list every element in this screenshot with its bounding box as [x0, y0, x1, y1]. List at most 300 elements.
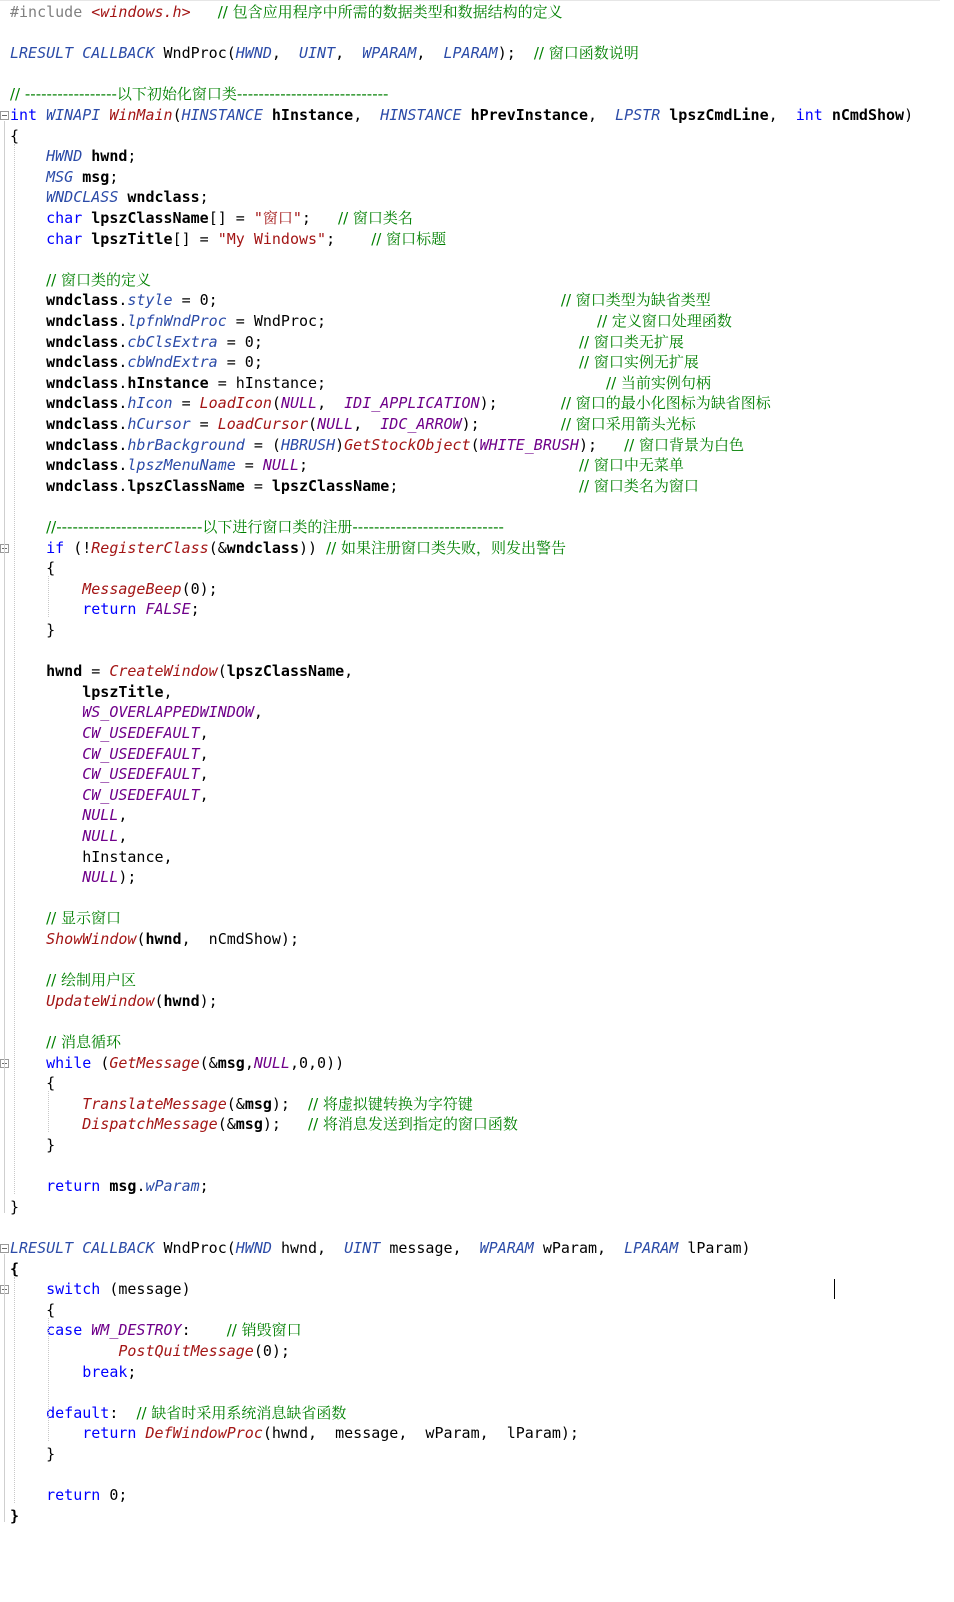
- token-plain: [10, 374, 46, 392]
- token-plain: (0);: [253, 1342, 290, 1360]
- token-mac: FALSE: [145, 600, 191, 619]
- code-line[interactable]: [10, 702, 263, 722]
- code-line[interactable]: [10, 270, 151, 290]
- token-plain: [10, 1424, 82, 1442]
- token-plain: ,: [244, 1053, 254, 1072]
- token-plain: = 0;: [217, 332, 579, 351]
- fold-toggle-icon[interactable]: [0, 111, 9, 120]
- token-mac: CW_USEDEFAULT: [82, 785, 200, 804]
- token-plain: lParam): [687, 1239, 751, 1257]
- token-ty: LPARAM: [443, 44, 498, 63]
- token-plain: [10, 1177, 46, 1195]
- token-id: }: [10, 1506, 20, 1525]
- token-plain: [10, 930, 46, 948]
- outline-bar: [4, 121, 5, 1213]
- token-plain: 0;: [109, 1486, 128, 1505]
- token-plain: [10, 1115, 82, 1133]
- token-kw: char: [46, 209, 92, 227]
- code-line[interactable]: [10, 126, 19, 146]
- token-plain: [10, 765, 82, 783]
- token-plain: .: [118, 312, 128, 330]
- token-id: hPrevInstance: [470, 106, 588, 124]
- token-plain: [10, 971, 46, 989]
- token-id: lpszClassName: [271, 476, 390, 495]
- token-plain: }: [10, 1445, 56, 1463]
- fold-toggle-icon[interactable]: [0, 1244, 9, 1253]
- code-line[interactable]: [10, 1053, 344, 1073]
- token-plain: [] =: [208, 209, 254, 227]
- token-mac: NULL: [82, 868, 119, 887]
- code-line[interactable]: [10, 290, 711, 310]
- token-id: {: [10, 1259, 20, 1278]
- token-plain: [10, 436, 46, 454]
- indent-guide: [14, 1277, 15, 1504]
- code-line[interactable]: [10, 929, 299, 949]
- token-plain: , nCmdShow);: [181, 930, 299, 948]
- code-line[interactable]: [10, 1073, 55, 1093]
- code-line[interactable]: [10, 455, 684, 475]
- token-plain: .: [118, 332, 128, 351]
- token-plain: (: [136, 930, 146, 948]
- token-id: lpszClassName: [91, 209, 209, 227]
- token-id: wndclass: [46, 476, 119, 495]
- code-line[interactable]: [10, 167, 118, 187]
- token-cm: // 窗口类的定义: [46, 270, 152, 289]
- token-fn: UpdateWindow: [46, 991, 155, 1010]
- code-line[interactable]: [10, 373, 711, 393]
- token-plain: =: [190, 415, 218, 433]
- token-plain: [10, 1486, 46, 1504]
- token-plain: [10, 230, 46, 248]
- token-cm: // 窗口标题: [371, 229, 447, 248]
- token-plain: [10, 827, 82, 845]
- token-plain: = 0;: [172, 291, 561, 310]
- token-plain: [10, 1095, 82, 1113]
- token-id: hwnd: [91, 147, 128, 166]
- token-id: lpszClassName: [226, 662, 345, 681]
- code-line[interactable]: [10, 1362, 136, 1382]
- token-plain: (&: [208, 538, 227, 557]
- token-plain: .: [118, 394, 128, 413]
- token-ty: WNDCLASS: [46, 188, 128, 207]
- token-plain: [10, 992, 46, 1010]
- token-plain: {: [10, 1074, 56, 1093]
- code-line[interactable]: [10, 826, 127, 846]
- token-plain: ,: [118, 827, 128, 845]
- code-line[interactable]: [10, 1197, 19, 1217]
- token-plain: }: [10, 1136, 56, 1154]
- code-line[interactable]: [10, 1423, 579, 1443]
- token-id: lpszTitle: [82, 682, 164, 701]
- token-plain: [10, 806, 82, 824]
- editor-top-border: [0, 0, 940, 1]
- token-plain: ;: [299, 456, 579, 475]
- code-line[interactable]: [10, 2, 563, 22]
- token-mac: NULL: [317, 415, 354, 433]
- token-plain: :: [181, 1321, 227, 1340]
- code-line[interactable]: [10, 105, 913, 125]
- token-plain: {: [10, 1300, 56, 1319]
- code-line[interactable]: [10, 1238, 751, 1258]
- code-line[interactable]: [10, 908, 121, 928]
- token-mem: wParam: [145, 1177, 200, 1196]
- token-kw: int: [10, 106, 47, 124]
- token-cm: // 窗口类型为缺省类型: [560, 291, 711, 310]
- token-plain: [10, 333, 46, 351]
- token-kw: case: [46, 1321, 92, 1340]
- token-plain: ;: [326, 229, 372, 248]
- token-plain: (hwnd, message, wParam, lParam);: [262, 1424, 579, 1443]
- code-line[interactable]: [10, 1341, 290, 1361]
- token-kw: while: [46, 1053, 101, 1072]
- token-fn: LoadIcon: [199, 394, 272, 413]
- token-cm: // 窗口类名: [338, 209, 413, 227]
- token-ty: LPARAM: [624, 1239, 688, 1257]
- code-line[interactable]: [10, 229, 446, 249]
- token-plain: .: [118, 456, 128, 475]
- token-cm: //---------------------------以下进行窗口类的注册----------------------------: [46, 518, 504, 536]
- code-line[interactable]: [10, 661, 353, 681]
- token-ty: LRESULT CALLBACK: [10, 1239, 164, 1257]
- code-line[interactable]: [10, 867, 136, 887]
- token-mac: CW_USEDEFAULT: [82, 765, 200, 784]
- token-cm: // 窗口类名为窗口: [578, 476, 699, 495]
- token-ty: UINT: [299, 44, 336, 63]
- code-line[interactable]: [10, 682, 173, 702]
- token-pp: #include: [10, 3, 92, 21]
- token-ty: UINT: [344, 1239, 390, 1257]
- token-plain: .: [118, 373, 128, 392]
- token-plain: [10, 168, 46, 186]
- token-kw: char: [46, 229, 92, 248]
- token-plain: WndProc(: [163, 44, 236, 63]
- code-line[interactable]: [10, 620, 55, 640]
- token-plain: ,: [353, 415, 381, 433]
- token-plain: [10, 600, 82, 618]
- token-ty: HBRUSH: [280, 435, 336, 454]
- token-plain: (: [100, 1053, 110, 1072]
- token-plain: message,: [389, 1239, 480, 1257]
- token-plain: (: [154, 991, 164, 1010]
- text-caret: [834, 1279, 835, 1299]
- code-line[interactable]: [10, 744, 209, 764]
- token-plain: [10, 271, 46, 289]
- token-plain: (&: [217, 1115, 236, 1134]
- code-line[interactable]: [10, 517, 504, 537]
- token-plain: [10, 745, 82, 763]
- token-cm: // 窗口实例无扩展: [578, 353, 699, 372]
- token-plain: [10, 662, 46, 680]
- token-plain: ,: [344, 662, 354, 681]
- token-plain: [10, 147, 46, 165]
- token-cm: // 将虚拟键转换为字符键: [308, 1094, 473, 1113]
- token-plain: ,: [199, 785, 209, 804]
- code-line[interactable]: [10, 352, 699, 372]
- code-line[interactable]: [10, 393, 771, 413]
- token-plain: ): [904, 106, 914, 124]
- token-id: wndclass: [46, 415, 119, 433]
- token-plain: );: [578, 435, 625, 454]
- token-mac: CW_USEDEFAULT: [82, 744, 200, 763]
- token-plain: (: [308, 415, 318, 433]
- token-mem: hIcon: [127, 394, 173, 413]
- code-line[interactable]: [10, 208, 413, 228]
- token-plain: ,: [335, 44, 363, 63]
- code-line[interactable]: [10, 558, 55, 578]
- token-fn: RegisterClass: [91, 538, 209, 557]
- token-kw: break: [82, 1362, 128, 1381]
- token-id: wndclass: [127, 188, 200, 207]
- token-id: wndclass: [46, 456, 119, 475]
- token-plain: [10, 724, 82, 742]
- token-plain: ): [335, 435, 345, 454]
- token-plain: ,: [353, 106, 381, 124]
- token-mac: NULL: [82, 806, 119, 825]
- token-ty: LPSTR: [615, 106, 670, 124]
- code-line[interactable]: [10, 1279, 191, 1299]
- code-line[interactable]: [10, 1444, 55, 1464]
- code-line[interactable]: [10, 1094, 473, 1114]
- token-plain: )): [299, 538, 327, 557]
- token-kw: default: [46, 1403, 110, 1422]
- code-line[interactable]: [10, 146, 136, 166]
- token-id: msg: [82, 167, 110, 186]
- token-plain: ,: [588, 106, 616, 124]
- code-line[interactable]: [10, 476, 699, 496]
- code-line[interactable]: [10, 1114, 518, 1134]
- code-line[interactable]: [10, 332, 684, 352]
- token-mem: cbClsExtra: [127, 332, 218, 351]
- token-plain: [10, 312, 46, 330]
- token-plain: [10, 539, 46, 557]
- token-cm: // 将消息发送到指定的窗口函数: [308, 1115, 518, 1134]
- token-plain: WndProc(: [163, 1239, 236, 1257]
- token-mac: IDI_APPLICATION: [344, 394, 480, 413]
- token-plain: [10, 209, 46, 227]
- token-plain: hwnd,: [280, 1239, 345, 1257]
- code-line[interactable]: [10, 785, 209, 805]
- indent-guide: [48, 1091, 49, 1132]
- token-plain: [10, 291, 46, 309]
- token-kw: switch: [46, 1280, 110, 1299]
- token-plain: [10, 1404, 46, 1422]
- token-plain: );: [262, 1115, 309, 1134]
- token-fn: LoadCursor: [217, 415, 309, 433]
- token-plain: );: [497, 44, 534, 63]
- token-plain: [10, 1342, 118, 1360]
- token-plain: =: [82, 662, 110, 681]
- token-kw: return: [46, 1486, 110, 1505]
- token-plain: ;: [389, 476, 579, 495]
- token-plain: =: [235, 456, 263, 475]
- token-id: wndclass: [46, 332, 119, 351]
- token-id: wndclass: [226, 538, 299, 557]
- token-fn: MessageBeep: [82, 579, 182, 598]
- token-plain: = (: [244, 435, 281, 454]
- token-kw: return: [82, 1424, 146, 1443]
- token-plain: [10, 394, 46, 412]
- token-id: lpszClassName: [127, 476, 245, 495]
- code-line[interactable]: [10, 1176, 209, 1196]
- token-plain: =: [244, 476, 272, 495]
- token-plain: (&: [226, 1094, 245, 1113]
- token-mac: NULL: [280, 394, 318, 413]
- token-plain: ,0,0)): [289, 1053, 345, 1072]
- code-line[interactable]: [10, 1259, 19, 1279]
- token-plain: [10, 456, 46, 474]
- token-plain: ;: [301, 209, 339, 227]
- code-line[interactable]: [10, 970, 136, 990]
- token-kw: return: [46, 1177, 110, 1196]
- token-plain: ,: [271, 44, 299, 63]
- token-plain: [10, 518, 46, 536]
- code-line[interactable]: [10, 1300, 55, 1320]
- token-plain: (&: [199, 1053, 218, 1072]
- token-fn: DefWindowProc: [145, 1424, 263, 1443]
- token-plain: [10, 188, 46, 206]
- token-plain: [10, 1321, 46, 1339]
- token-cm: // 消息循环: [46, 1033, 122, 1051]
- token-plain: .: [136, 1177, 146, 1196]
- token-plain: ,: [199, 744, 209, 763]
- token-id: lpszTitle: [91, 229, 173, 248]
- token-id: msg: [217, 1053, 245, 1072]
- token-plain: (0);: [181, 579, 218, 598]
- token-plain: = hInstance;: [208, 373, 607, 392]
- token-cm: // 窗口背景为白色: [624, 435, 745, 454]
- token-plain: ;: [109, 167, 119, 186]
- token-plain: [10, 683, 82, 701]
- code-line[interactable]: [10, 991, 218, 1011]
- token-plain: (: [470, 435, 480, 454]
- token-id: lpszCmdLine: [669, 106, 769, 124]
- token-mac: NULL: [82, 827, 119, 845]
- token-fn: TranslateMessage: [82, 1094, 227, 1113]
- token-ty: MSG: [46, 167, 83, 186]
- token-kw: int: [795, 106, 832, 124]
- token-cm: // -----------------以下初始化窗口类----------------------------: [10, 85, 389, 104]
- token-plain: [10, 703, 82, 721]
- token-ty: LRESULT CALLBACK: [10, 44, 164, 63]
- token-cm: // 销毁窗口: [226, 1321, 302, 1340]
- token-plain: [10, 868, 82, 886]
- token-mac: WHITE_BRUSH: [479, 435, 579, 454]
- token-plain: = 0;: [217, 353, 579, 372]
- token-cm: // 窗口的最小化图标为缺省图标: [560, 394, 771, 413]
- token-id: wndclass: [46, 291, 119, 310]
- token-fn: DispatchMessage: [82, 1115, 218, 1134]
- token-plain: =: [172, 394, 200, 413]
- token-plain: = WndProc;: [226, 312, 598, 330]
- code-line[interactable]: [10, 435, 744, 455]
- token-plain: [10, 909, 46, 927]
- token-fn: WinMain: [109, 106, 173, 124]
- token-plain: ,: [199, 724, 209, 742]
- token-fn: CreateWindow: [109, 662, 218, 681]
- token-cm: // 绘制用户区: [46, 971, 137, 990]
- code-line[interactable]: [10, 599, 200, 619]
- code-line[interactable]: [10, 1032, 121, 1052]
- token-mac: NULL: [253, 1053, 290, 1072]
- code-line[interactable]: [10, 847, 173, 867]
- code-line[interactable]: [10, 43, 639, 63]
- token-fn: <windows.h>: [91, 3, 191, 21]
- token-plain: (: [271, 394, 281, 413]
- code-line[interactable]: [10, 1506, 19, 1526]
- token-kw: return: [82, 600, 146, 619]
- code-line[interactable]: [10, 538, 566, 558]
- code-line[interactable]: [10, 1485, 127, 1505]
- token-id: msg: [235, 1115, 263, 1134]
- token-cm: // 如果注册窗口类失败，则发出警告: [326, 538, 566, 557]
- token-mac: WS_OVERLAPPEDWINDOW: [82, 703, 254, 722]
- token-plain: [10, 1033, 46, 1051]
- token-cm: // 显示窗口: [46, 909, 122, 928]
- code-line[interactable]: [10, 84, 388, 104]
- token-plain: );: [461, 415, 561, 433]
- token-mac: CW_USEDEFAULT: [82, 724, 200, 742]
- code-line[interactable]: [10, 1135, 55, 1155]
- token-ty: WINAPI: [46, 106, 110, 124]
- token-ty: HWND: [235, 1239, 281, 1257]
- token-ty: WPARAM: [362, 44, 417, 63]
- code-line[interactable]: [10, 1403, 346, 1423]
- token-plain: .: [118, 353, 128, 372]
- token-plain: [10, 353, 46, 371]
- code-line[interactable]: [10, 579, 218, 599]
- token-plain: ;: [199, 188, 209, 207]
- token-plain: [10, 1280, 46, 1298]
- code-line[interactable]: [10, 805, 127, 825]
- token-plain: ;: [190, 600, 200, 619]
- token-cm: // 当前实例句柄: [606, 373, 711, 392]
- token-id: hwnd: [46, 662, 83, 681]
- token-plain: ,: [163, 682, 173, 701]
- code-line[interactable]: [10, 764, 209, 784]
- token-id: hInstance: [271, 106, 354, 124]
- token-id: wndclass: [46, 312, 119, 330]
- token-cm: // 窗口采用箭头光标: [560, 415, 696, 433]
- token-plain: :: [109, 1403, 137, 1422]
- token-plain: [] =: [172, 229, 218, 248]
- token-cm: // 窗口中无菜单: [578, 456, 684, 475]
- code-line[interactable]: [10, 187, 209, 207]
- token-fn: GetStockObject: [344, 435, 471, 454]
- token-plain: {: [10, 559, 56, 578]
- token-id: wndclass: [46, 394, 119, 413]
- token-id: hInstance: [127, 373, 209, 392]
- token-plain: hInstance,: [10, 847, 173, 866]
- token-plain: (!: [73, 538, 92, 557]
- token-plain: ;: [199, 1177, 209, 1196]
- code-line[interactable]: [10, 414, 696, 434]
- indent-guide: [48, 576, 49, 617]
- token-plain: [10, 786, 82, 804]
- token-plain: [10, 415, 46, 433]
- token-id: msg: [244, 1094, 272, 1113]
- token-cm: // 定义窗口处理函数: [597, 312, 732, 330]
- token-plain: }: [10, 1197, 20, 1216]
- code-line[interactable]: [10, 1320, 302, 1340]
- token-id: wndclass: [46, 373, 119, 392]
- token-plain: {: [10, 126, 20, 145]
- indent-guide: [48, 1318, 49, 1442]
- token-plain: wParam,: [542, 1239, 625, 1257]
- code-line[interactable]: [10, 723, 209, 743]
- token-plain: ;: [127, 147, 137, 166]
- token-plain: [10, 1363, 82, 1381]
- code-line[interactable]: [10, 311, 732, 331]
